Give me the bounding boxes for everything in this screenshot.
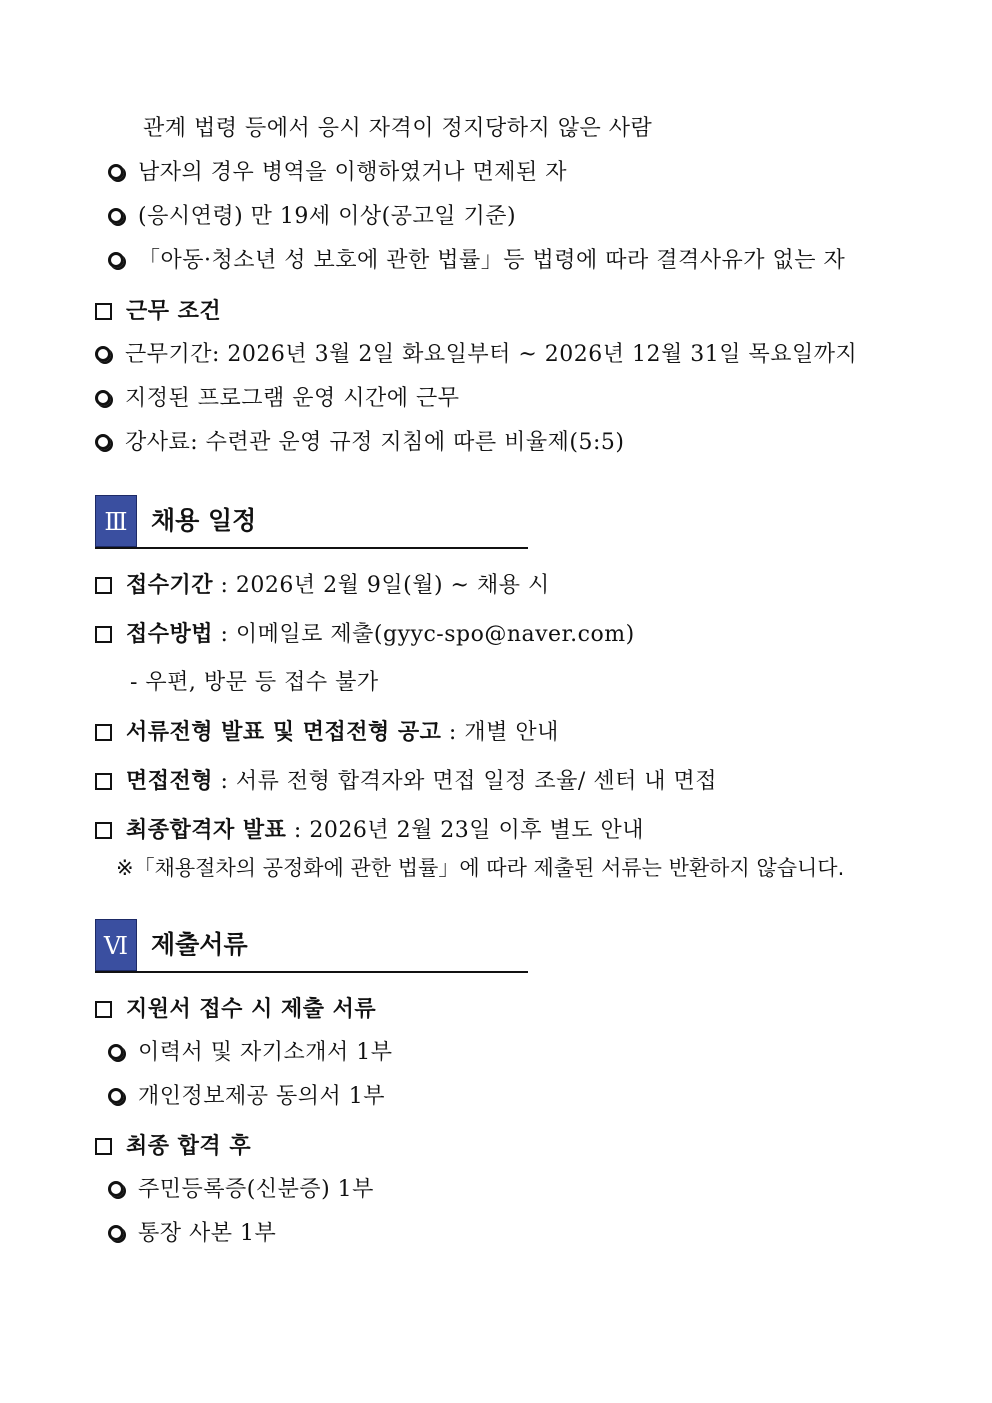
section-title: 채용 일정 [151, 506, 257, 535]
checkbox-square-icon [95, 626, 112, 643]
schedule-item-text: : 2026년 2월 23일 이후 별도 안내 [286, 818, 645, 843]
circle-bullet-icon [95, 434, 111, 450]
qualification-item-text: 「아동·청소년 성 보호에 관한 법률」등 법령에 따라 결격사유가 없는 자 [138, 248, 846, 273]
qualification-item-text: 남자의 경우 병역을 이행하였거나 면제된 자 [138, 160, 568, 185]
work-condition-item [95, 384, 460, 414]
work-conditions-heading-text: 근무 조건 [126, 298, 222, 324]
schedule-item [95, 619, 635, 650]
qualification-continued-line: 관계 법령 등에서 응시 자격이 정지당하지 않은 사람 [143, 116, 653, 141]
schedule-item-label: 최종합격자 발표 [126, 817, 287, 843]
circle-bullet-icon [108, 1044, 124, 1060]
documents-group-heading [95, 1131, 251, 1161]
document-item [108, 1175, 374, 1205]
section-title: 제출서류 [151, 930, 248, 959]
documents-group-heading-text: 최종 합격 후 [126, 1133, 252, 1159]
work-condition-item-text: 근무기간: 2026년 3월 2일 화요일부터 ~ 2026년 12월 31일 목요일까지 [125, 342, 858, 367]
schedule-item-text: : 서류 전형 합격자와 면접 일정 조율/ 센터 내 면접 [213, 769, 718, 794]
checkbox-square-icon [95, 773, 112, 790]
schedule-sub-note: - 우편, 방문 등 접수 불가 [130, 670, 379, 695]
section-number-badge: Ⅲ [95, 495, 137, 547]
schedule-item [95, 570, 550, 601]
schedule-item-text: : 개별 안내 [441, 720, 559, 745]
document-item [108, 1082, 385, 1112]
circle-bullet-icon [108, 1181, 124, 1197]
qualification-item [108, 202, 516, 232]
document-item-text: 주민등록증(신분증) 1부 [138, 1177, 374, 1202]
circle-bullet-icon [108, 208, 124, 224]
section-number-badge: Ⅵ [95, 919, 137, 971]
document-item-text: 이력서 및 자기소개서 1부 [138, 1040, 393, 1065]
schedule-item-label: 접수기간 [126, 572, 214, 598]
work-condition-item-text: 강사료: 수련관 운영 규정 지침에 따른 비율제(5:5) [125, 430, 625, 455]
qualification-item-text: (응시연령) 만 19세 이상(공고일 기준) [138, 204, 517, 229]
document-item [108, 1038, 393, 1068]
schedule-item-label: 접수방법 [126, 621, 214, 647]
schedule-item [95, 717, 559, 748]
work-condition-item [95, 428, 624, 458]
document-item-text: 개인정보제공 동의서 1부 [138, 1084, 386, 1109]
documents-group-heading-text: 지원서 접수 시 제출 서류 [126, 996, 377, 1022]
circle-bullet-icon [108, 1088, 124, 1104]
schedule-item-label: 면접전형 [126, 768, 214, 794]
checkbox-square-icon [95, 724, 112, 741]
circle-bullet-icon [108, 252, 124, 268]
schedule-item-label: 서류전형 발표 및 면접전형 공고 [126, 719, 442, 745]
qualification-item [108, 158, 567, 188]
checkbox-square-icon [95, 577, 112, 594]
section-underline [95, 547, 528, 549]
checkbox-square-icon [95, 822, 112, 839]
work-conditions-heading [95, 296, 221, 326]
schedule-item-text: : 2026년 2월 9일(월) ~ 채용 시 [213, 573, 550, 598]
circle-bullet-icon [108, 164, 124, 180]
schedule-item-text: : 이메일로 제출(gyyc-spo@naver.com) [213, 622, 635, 647]
circle-bullet-icon [95, 390, 111, 406]
checkbox-square-icon [95, 1138, 112, 1155]
section-header-documents [95, 919, 528, 971]
section-underline [95, 971, 528, 973]
schedule-item [95, 815, 644, 846]
circle-bullet-icon [108, 1225, 124, 1241]
work-condition-item-text: 지정된 프로그램 운영 시간에 근무 [125, 386, 460, 411]
documents-group-heading [95, 994, 376, 1024]
document-item-text: 통장 사본 1부 [138, 1221, 277, 1246]
schedule-item [95, 766, 717, 797]
document-item [108, 1219, 276, 1249]
checkbox-square-icon [95, 1001, 112, 1018]
work-condition-item [95, 340, 857, 370]
circle-bullet-icon [95, 346, 111, 362]
qualification-item [108, 246, 845, 276]
section-header-schedule [95, 495, 528, 547]
checkbox-square-icon [95, 303, 112, 320]
schedule-footnote: ※「채용절차의 공정화에 관한 법률」에 따라 제출된 서류는 반환하지 않습니다. [116, 856, 845, 880]
